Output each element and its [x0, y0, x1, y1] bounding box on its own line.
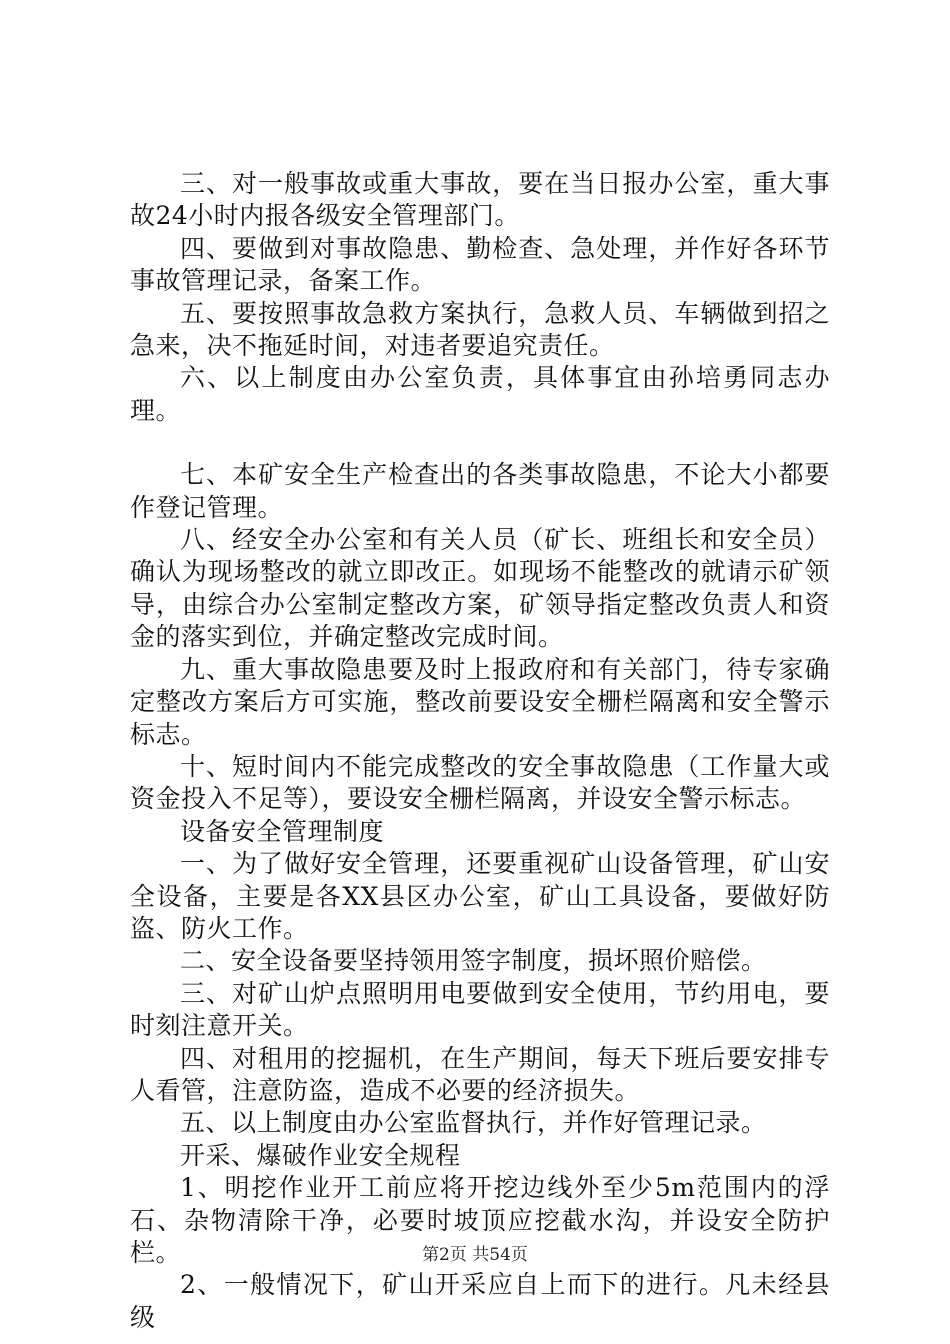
- paragraph: 七、本矿安全生产检查出的各类事故隐患，不论大小都要作登记管理。: [130, 460, 830, 522]
- paragraph: 一、为了做好安全管理，还要重视矿山设备管理，矿山安全设备，主要是各XX县区办公室，矿山工具设备，要做好防盗、防火工作。: [130, 849, 830, 943]
- section-heading: 设备安全管理制度: [180, 816, 385, 846]
- paragraph: 八、经安全办公室和有关人员（矿长、班组长和安全员）确认为现场整改的就立即改正。如现场不能整改的就请示矿领导，由综合办公室制定整改方案，矿领导指定整改负责人和资金的落实到位，并确定整改完成时间。: [130, 525, 830, 652]
- paragraph: 五、以上制度由办公室监督执行，并作好管理记录。: [180, 1108, 767, 1138]
- paragraph: 二、安全设备要坚持领用签字制度，损坏照价赔偿。: [180, 946, 767, 976]
- paragraph: 2、一般情况下，矿山开采应自上而下的进行。凡未经县级: [130, 1270, 830, 1332]
- paragraph: 1、明挖作业开工前应将开挖边线外至少5m范围内的浮石、杂物清除干净，必要时坡顶应挖截水沟，并设安全防护栏。: [130, 1173, 830, 1267]
- paragraph: 九、重大事故隐患要及时上报政府和有关部门，待专家确定整改方案后方可实施，整改前要设安全栅栏隔离和安全警示标志。: [130, 654, 830, 749]
- paragraph: 四、对租用的挖掘机，在生产期间，每天下班后要安排专人看管，注意防盗，造成不必要的经济损失。: [130, 1043, 830, 1105]
- paragraph: 六、以上制度由办公室负责，具体事宜由孙培勇同志办理。: [130, 363, 830, 425]
- document-body: [130, 168, 830, 1334]
- paragraph: 十、短时间内不能完成整改的安全事故隐患（工作量大或资金投入不足等），要设安全栅栏隔离，并设安全警示标志。: [130, 751, 830, 814]
- paragraph: 三、对矿山炉点照明用电要做到安全使用，节约用电，要时刻注意开关。: [130, 978, 830, 1041]
- section-heading: 开采、爆破作业安全规程: [180, 1140, 461, 1170]
- paragraph: 三、对一般事故或重大事故，要在当日报办公室，重大事故24小时内报各级安全管理部门。: [130, 169, 830, 231]
- paragraph: 四、要做到对事故隐患、勤检查、急处理，并作好各环节事故管理记录，备案工作。: [130, 233, 830, 296]
- page-number-footer: 第2页 共54页: [422, 1245, 528, 1265]
- paragraph: 五、要按照事故急救方案执行，急救人员、车辆做到招之急来，决不拖延时间，对违者要追究责任。: [130, 298, 830, 361]
